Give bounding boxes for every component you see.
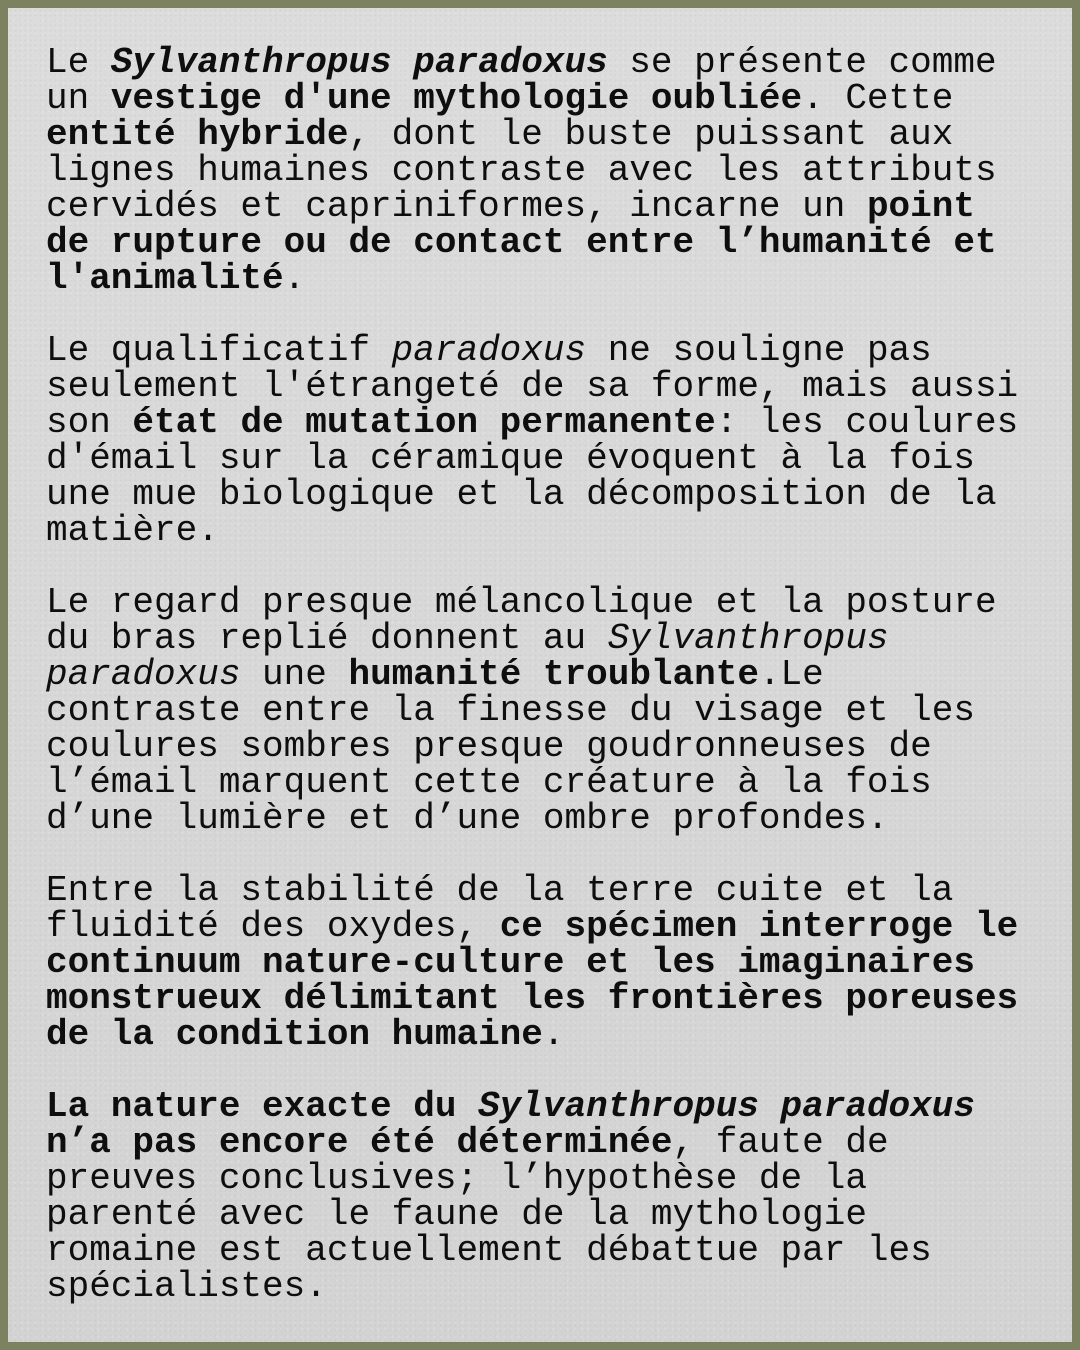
plain-text: Le regard presque mélancolique et la posture du bras replié donnent au [46,582,997,659]
plain-text: . [542,1014,565,1055]
paragraph [46,582,1019,839]
bold-text: La nature exacte du [46,1086,479,1127]
bold-italic-text: Sylvanthropus paradoxus [110,42,608,83]
plain-text: , dont le buste puissant aux lignes humaines contraste avec les attributs cervidés et capriniformes, incarne un [46,114,997,227]
plain-text: Le [46,42,111,83]
paragraph [46,330,1019,551]
plain-text: une [240,654,349,695]
paragraph [46,42,1019,299]
paragraph [46,1086,1019,1307]
bold-text: entité hybride [46,114,349,155]
plain-text: se présente comme un [46,42,997,119]
bold-text: vestige d'une mythologie oubliée [110,78,803,119]
italic-text: Sylvanthropus paradoxus [46,618,889,695]
paragraph [46,870,1019,1055]
bold-text: ce spécimen interroge le continuum nature-culture et les imaginaires monstrueux délimitant les frontières poreuses de la condition humaine [46,906,1019,1055]
bold-text: point de rupture ou de contact entre l’humanité et l'animalité [46,186,997,299]
plain-text: : les coulures d'émail sur la céramique évoquent à la fois une mue biologique et la décomposition de la matière. [46,402,1019,551]
plain-text: , faute de preuves conclusives; l’hypothèse de la parenté avec le faune de la mythologie romaine est actuellement débattue par les spécialistes. [46,1122,932,1307]
plain-text: . [283,258,306,299]
plain-text: Le qualificatif [46,330,392,371]
bold-italic-text: Sylvanthropus paradoxus [478,1086,975,1127]
plain-text: .Le contraste entre la finesse du visage et les coulures sombres presque goudronneuses de l’émail marquent cette créature à la fois d’une lumière et d’une ombre profondes. [46,654,975,839]
bold-text: état de mutation permanente [132,402,716,443]
text-card-body [46,42,1019,1307]
bold-text: n’a pas encore été déterminée [46,1122,673,1163]
plain-text: ne souligne pas seulement l'étrangeté de sa forme, mais aussi son [46,330,1019,443]
bold-text: humanité troublante [348,654,759,695]
plain-text: Entre la stabilité de la terre cuite et la fluidité des oxydes, [46,870,954,947]
italic-text: paradoxus [391,330,587,371]
plain-text: . Cette [802,78,954,119]
